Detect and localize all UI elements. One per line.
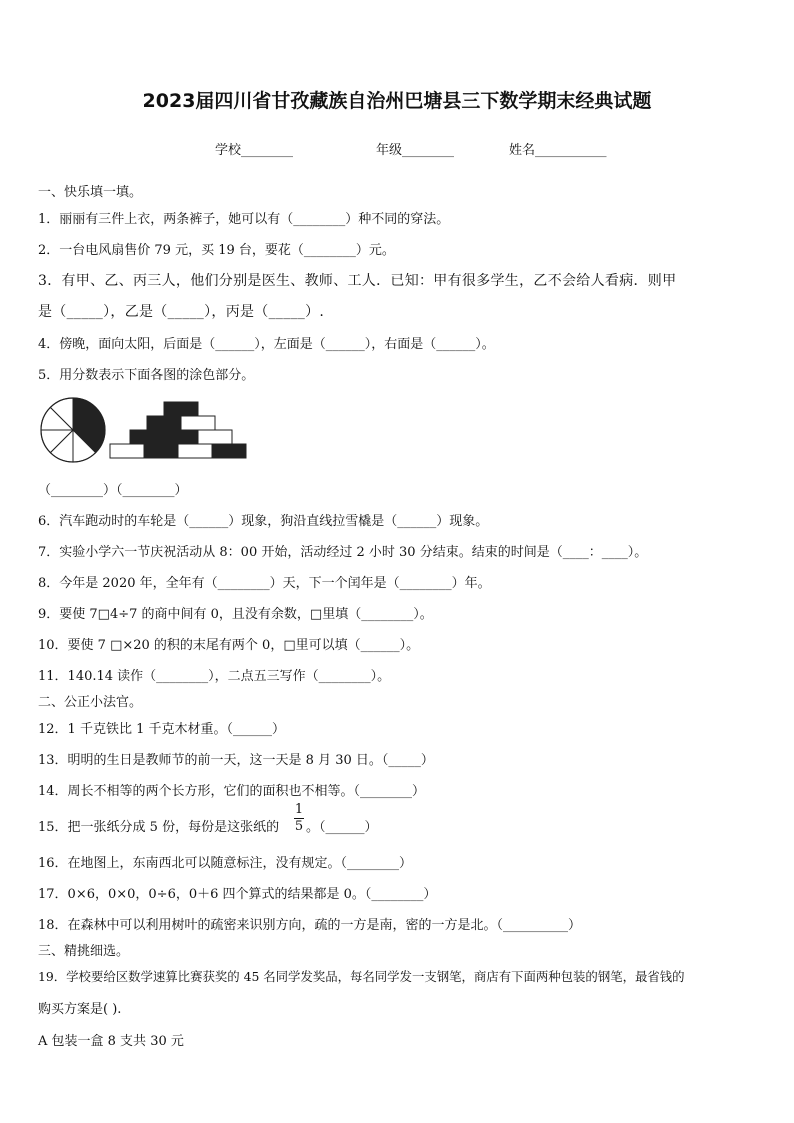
question-19-line-2: 购买方案是( ).: [38, 1002, 122, 1017]
question-11: 11．140.14 读作（________），二点五三写作（________）。: [38, 669, 391, 684]
question-2: 2．一台电风扇售价 79 元，买 19 台，要花（________）元。: [38, 243, 395, 258]
unshaded-brick: [198, 430, 232, 444]
question-3-line-1: 3．有甲、乙、丙三人，他们分别是医生、教师、工人．已知：甲有很多学生，乙不会给人看病．则甲: [38, 273, 677, 289]
question-16: 16．在地图上，东南西北可以随意标注，没有规定。（________）: [38, 856, 413, 871]
fraction-numerator: 1: [294, 802, 304, 817]
question-6: 6．汽车跑动时的车轮是（______）现象，狗沿直线拉雪橇是（______）现象。: [38, 514, 489, 529]
brick-fraction-figure: [108, 400, 248, 460]
circle-fraction-figure: [38, 395, 108, 465]
unshaded-brick: [178, 444, 212, 458]
shaded-brick: [130, 430, 164, 444]
question-1: 1．丽丽有三件上衣，两条裤子，她可以有（________）种不同的穿法。: [38, 212, 450, 227]
question-5-answers: （________）（________）: [38, 483, 188, 498]
shaded-brick: [164, 430, 198, 444]
question-10: 10．要使 7 □×20 的积的末尾有两个 0，□里可以填（______）。: [38, 638, 420, 653]
name-field[interactable]: 姓名___________: [509, 143, 607, 158]
section-heading-3: 三、精挑细选。: [38, 944, 130, 959]
shaded-brick: [147, 416, 181, 430]
fraction-denominator: 5: [294, 819, 304, 834]
bricks: [110, 402, 246, 458]
shaded-brick: [164, 402, 198, 416]
shaded-brick: [212, 444, 246, 458]
section-heading-1: 一、快乐填一填。: [38, 185, 143, 200]
question-13: 13．明明的生日是教师节的前一天，这一天是 8 月 30 日。（_____）: [38, 753, 434, 768]
section-heading-2: 二、公正小法官。: [38, 695, 143, 710]
question-15-blank: 。（______）: [306, 820, 378, 835]
question-7: 7．实验小学六一节庆祝活动从 8：00 开始，活动经过 2 小时 30 分结束。结束的时间是（____：____）。: [38, 545, 648, 560]
question-19-option-a: A 包装一盒 8 支共 30 元: [38, 1034, 184, 1049]
unshaded-brick: [181, 416, 215, 430]
question-12: 12．1 千克铁比 1 千克木材重。（______）: [38, 722, 285, 737]
shaded-brick: [144, 444, 178, 458]
page-title: 2023届四川省甘孜藏族自治州巴塘县三下数学期末经典试题: [142, 90, 652, 112]
question-9: 9．要使 7□4÷7 的商中间有 0，且没有余数，□里填（________）。: [38, 607, 433, 622]
question-3-line-2: 是（_____），乙是（_____），丙是（_____）.: [38, 304, 325, 320]
question-14: 14．周长不相等的两个长方形，它们的面积也不相等。（________）: [38, 784, 426, 799]
question-18: 18．在森林中可以利用树叶的疏密来识别方向，疏的一方是南，密的一方是北。（__________）: [38, 918, 582, 933]
question-17: 17．0×6，0×0，0÷6，0＋6 四个算式的结果都是 0。（________）: [38, 887, 437, 902]
grade-field[interactable]: 年级________: [376, 143, 455, 158]
question-19-line-1: 19．学校要给区数学速算比赛获奖的 45 名同学发奖品，每名同学发一支钢笔，商店有下面两种包装的钢笔，最省钱的: [38, 969, 685, 984]
question-15-text: 15．把一张纸分成 5 份，每份是这张纸的: [38, 820, 280, 835]
question-5: 5．用分数表示下面各图的涂色部分。: [38, 368, 255, 383]
unshaded-brick: [110, 444, 144, 458]
question-8: 8．今年是 2020 年，全年有（________）天，下一个闰年是（________）年。: [38, 576, 491, 591]
school-field[interactable]: 学校________: [215, 143, 294, 158]
question-4: 4．傍晚，面向太阳，后面是（______），左面是（______），右面是（______）。: [38, 337, 495, 352]
question-15: [38, 816, 279, 835]
fraction-one-fifth: [292, 802, 306, 835]
